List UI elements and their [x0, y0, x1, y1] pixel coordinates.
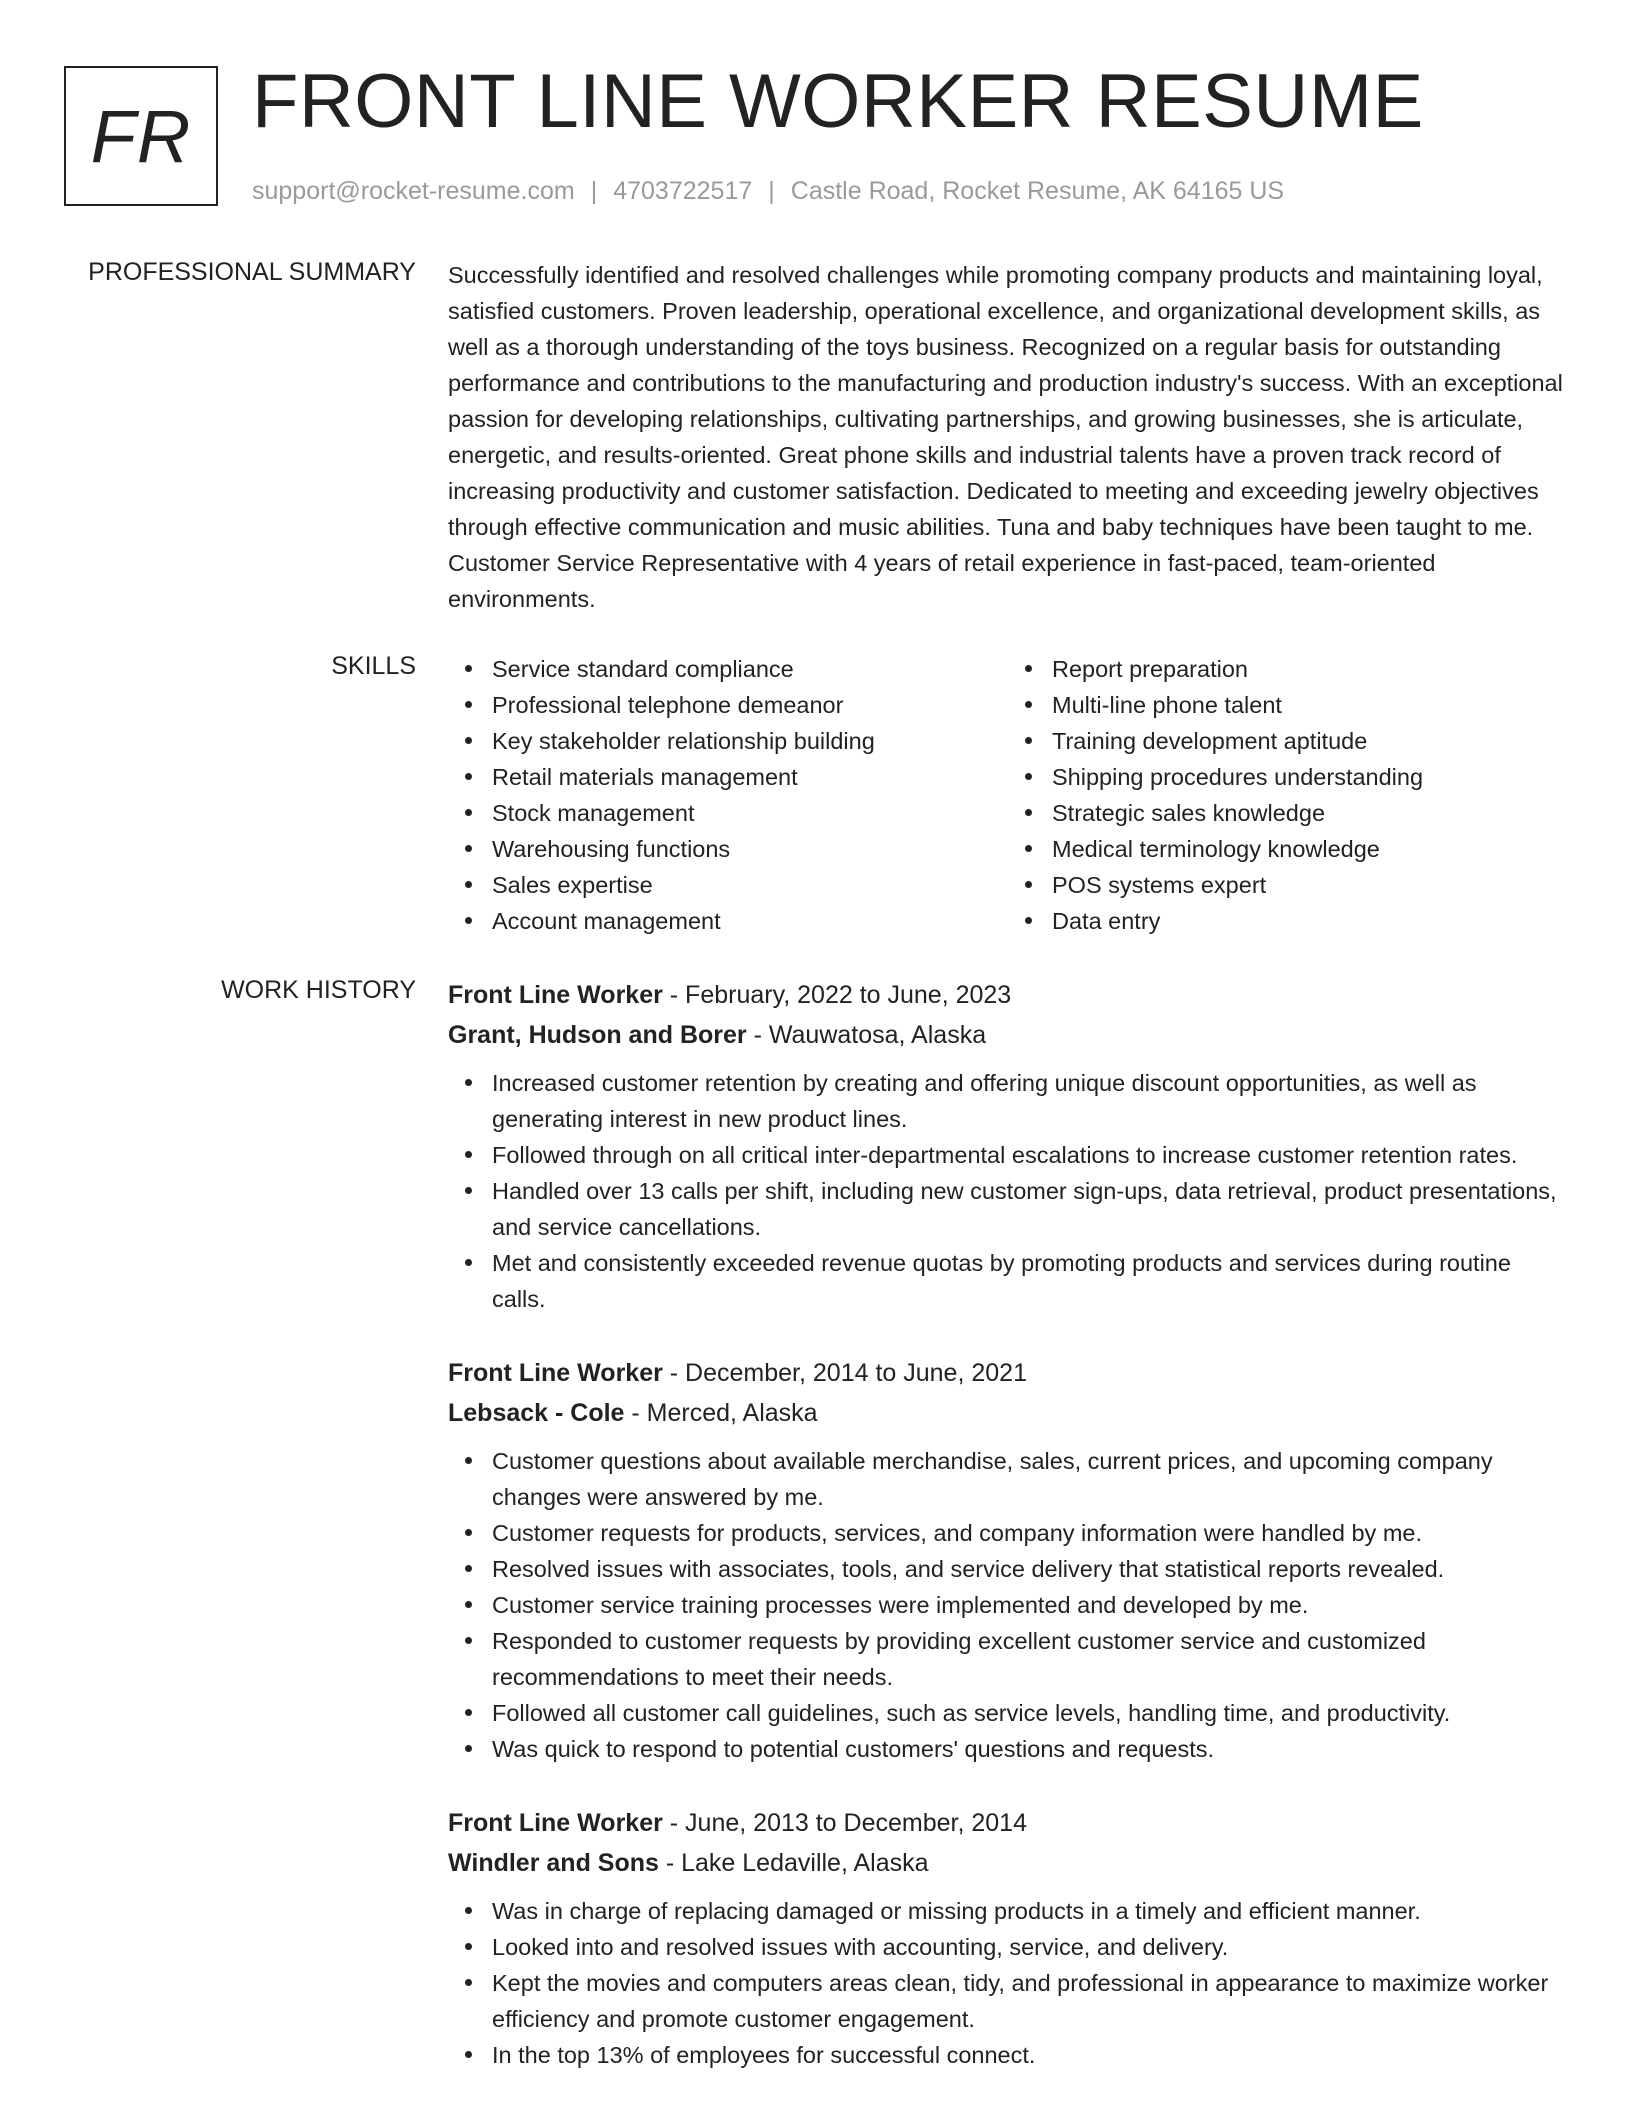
job-dates: - June, 2013 to December, 2014: [662, 1809, 1027, 1837]
skills-label: SKILLS: [331, 652, 416, 680]
job-entry: [448, 975, 1568, 1317]
job-title-line: [448, 1353, 1568, 1393]
skills-body: [448, 651, 1568, 939]
skill-item: Shipping procedures understanding: [1052, 759, 1568, 795]
work-history-label: WORK HISTORY: [221, 976, 416, 1004]
job-bullet: In the top 13% of employees for successful connect.: [492, 2037, 1568, 2073]
job-bullet: Was quick to respond to potential customers' questions and requests.: [492, 1731, 1568, 1767]
contact-separator: |: [768, 177, 775, 205]
skills-columns: [448, 651, 1568, 939]
job-bullets: [448, 1065, 1568, 1317]
skill-item: Report preparation: [1052, 651, 1568, 687]
skill-item: Stock management: [492, 795, 1008, 831]
skill-item: Service standard compliance: [492, 651, 1008, 687]
job-company: Grant, Hudson and Borer: [448, 1021, 747, 1049]
summary-label: PROFESSIONAL SUMMARY: [88, 258, 416, 286]
job-bullets: [448, 1443, 1568, 1767]
contact-separator: |: [590, 177, 598, 205]
job-title-line: [448, 1803, 1568, 1843]
job-dates: - December, 2014 to June, 2021: [662, 1359, 1027, 1387]
skills-list-left: [448, 651, 1008, 939]
summary-body: [448, 257, 1568, 617]
job-location: - Wauwatosa, Alaska: [746, 1021, 987, 1049]
job-bullet: Customer requests for products, services, and company information were handled by me.: [492, 1515, 1568, 1551]
skill-item: POS systems expert: [1052, 867, 1568, 903]
contact-address: Castle Road, Rocket Resume, AK 64165 US: [790, 177, 1285, 205]
job-bullet: Followed all customer call guidelines, such as service levels, handling time, and productivity.: [492, 1695, 1568, 1731]
job-company-line: [448, 1843, 1568, 1883]
skill-item: Multi-line phone talent: [1052, 687, 1568, 723]
job-bullet: Followed through on all critical inter-departmental escalations to increase customer retention rates.: [492, 1137, 1568, 1173]
contact-line: [252, 176, 1284, 206]
job-company-line: [448, 1015, 1568, 1055]
skill-item: Training development aptitude: [1052, 723, 1568, 759]
skill-item: Warehousing functions: [492, 831, 1008, 867]
job-bullet: Increased customer retention by creating and offering unique discount opportunities, as well as generating interest in new product lines.: [492, 1065, 1568, 1137]
resume-title: FRONT LINE WORKER RESUME: [252, 59, 1424, 144]
job-bullet: Resolved issues with associates, tools, and service delivery that statistical reports revealed.: [492, 1551, 1568, 1587]
job-bullet: Customer service training processes were implemented and developed by me.: [492, 1587, 1568, 1623]
skill-item: Data entry: [1052, 903, 1568, 939]
job-dates: - February, 2022 to June, 2023: [662, 981, 1012, 1009]
job-bullet: Looked into and resolved issues with accounting, service, and delivery.: [492, 1929, 1568, 1965]
job-bullet: Kept the movies and computers areas clean, tidy, and professional in appearance to maximize worker efficiency and promote customer engagement.: [492, 1965, 1568, 2037]
job-title: Front Line Worker: [448, 1359, 663, 1387]
skill-item: Sales expertise: [492, 867, 1008, 903]
contact-phone[interactable]: 4703722517: [613, 177, 753, 205]
skill-item: Key stakeholder relationship building: [492, 723, 1008, 759]
job-entry: [448, 1353, 1568, 1767]
job-company-line: [448, 1393, 1568, 1433]
work-history-body: [448, 975, 1568, 2109]
monogram-box: [64, 66, 218, 206]
skill-item: Strategic sales knowledge: [1052, 795, 1568, 831]
job-bullet: Met and consistently exceeded revenue quotas by promoting products and services during routine calls.: [492, 1245, 1568, 1317]
job-title: Front Line Worker: [448, 1809, 663, 1837]
summary-text: Successfully identified and resolved challenges while promoting company products and maintaining loyal, satisfied customers. Proven leadership, operational excellence, and organizational development skills, as well as a thorough understanding of the toys business. Recognized on a regular basis for outstanding performance and contributions to the manufacturing and production industry's success. With an exceptional passion for developing relationships, cultivating partnerships, and growing businesses, she is articulate, energetic, and results-oriented. Great phone skills and industrial talents have a proven track record of increasing productivity and customer satisfaction. Dedicated to meeting and exceeding jewelry objectives through effective communication and music abilities. Tuna and baby techniques have been taught to me. Customer Service Representative with 4 years of retail experience in fast-paced, team-oriented environments.: [448, 262, 1563, 612]
job-bullet: Was in charge of replacing damaged or missing products in a timely and efficient manner.: [492, 1893, 1568, 1929]
skill-item: Professional telephone demeanor: [492, 687, 1008, 723]
job-entry: [448, 1803, 1568, 2073]
job-company: Lebsack - Cole: [448, 1399, 625, 1427]
skill-item: Medical terminology knowledge: [1052, 831, 1568, 867]
job-bullet: Responded to customer requests by providing excellent customer service and customized recommendations to meet their needs.: [492, 1623, 1568, 1695]
job-bullets: [448, 1893, 1568, 2073]
job-location: - Lake Ledaville, Alaska: [658, 1849, 929, 1877]
job-bullet: Customer questions about available merchandise, sales, current prices, and upcoming company changes were answered by me.: [492, 1443, 1568, 1515]
skill-item: Account management: [492, 903, 1008, 939]
job-location: - Merced, Alaska: [624, 1399, 818, 1427]
skills-list-right: [1008, 651, 1568, 939]
job-title-line: [448, 975, 1568, 1015]
contact-email[interactable]: support@rocket-resume.com: [252, 177, 575, 205]
job-company: Windler and Sons: [448, 1849, 659, 1877]
monogram-initials: FR: [90, 94, 192, 178]
skill-item: Retail materials management: [492, 759, 1008, 795]
job-title: Front Line Worker: [448, 981, 663, 1009]
job-bullet: Handled over 13 calls per shift, including new customer sign-ups, data retrieval, product presentations, and service cancellations.: [492, 1173, 1568, 1245]
